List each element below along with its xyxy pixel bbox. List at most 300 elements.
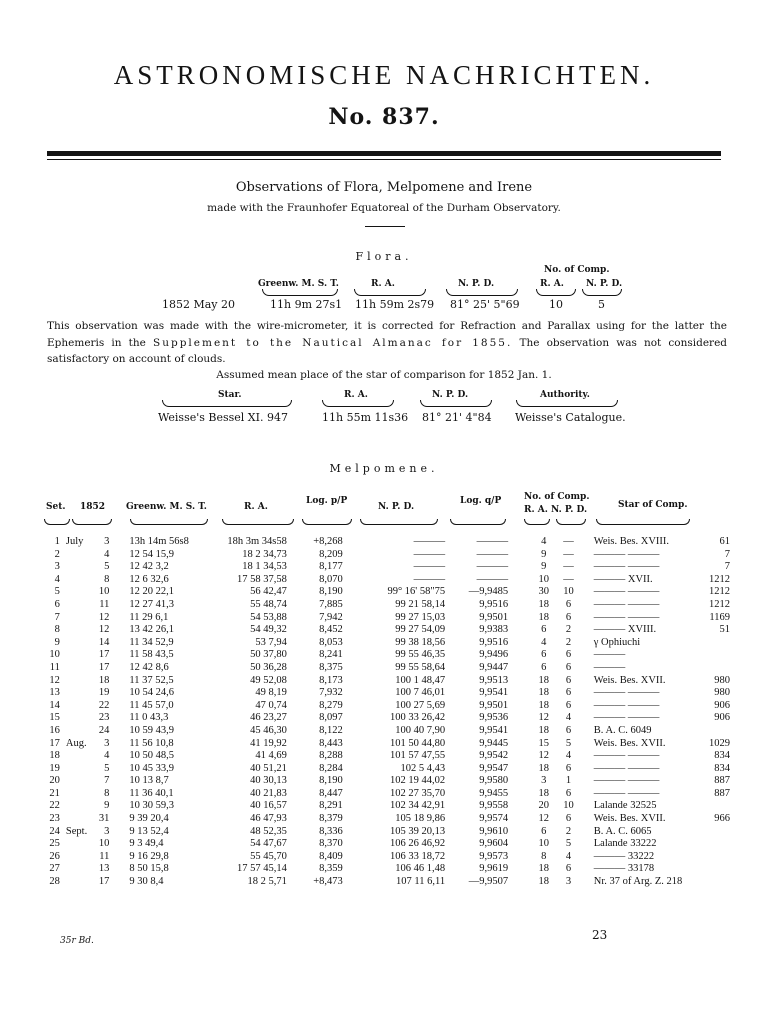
row-comp-ra: 6 [541,624,547,636]
row-log-q: 9,9501 [479,699,509,711]
row-ra: 17 57 45,14 [236,863,287,875]
row-log-q: 9,9580 [479,775,509,787]
table-row [40,712,730,725]
issue-number: No. 837. [328,104,440,130]
row-ra: 18 2 34,73 [242,548,287,560]
row-day: 5 [104,561,110,573]
row-comp-ra: 18 [538,876,549,888]
table-row [40,788,730,801]
row-ra: 55 48,74 [250,598,287,610]
row-set: 3 [54,561,60,573]
row-log-q: 9,9574 [479,813,509,825]
row-month [66,687,96,700]
row-star-number: 1029 [709,737,730,749]
row-comp-npd: 6 [565,674,572,686]
row-star-number [700,637,730,650]
row-log-p: 8,284 [319,762,343,774]
row-ra: 47 0,74 [255,699,287,711]
row-day: 13 [98,863,110,875]
row-comp-npd: 5 [565,838,572,850]
row-comp-npd: 4 [565,750,572,762]
flora-obs-npd: 81° 25' 5"69 [450,298,520,311]
row-star-number: 1212 [709,598,730,610]
row-star-number: 1212 [709,573,730,585]
row-ra: 55 45,70 [250,850,287,862]
row-log-q: ——— [476,548,509,560]
row-log-p: 8,336 [319,825,343,837]
row-greenw: 9 30 8,4 [129,876,164,888]
row-greenw: 13 42 26,1 [129,624,174,636]
flora-star-brace-authority [516,400,618,407]
title-divider [365,226,405,227]
flora-brace-ra [354,289,426,296]
row-comp-npd: 6 [565,813,572,825]
row-npd: 99 27 15,03 [395,611,446,623]
melp-header-greenw: Greenw. M. S. T. [126,502,207,512]
melp-brace-greenw [130,519,208,525]
row-log-p: 8,370 [319,838,343,850]
row-day: 17 [98,876,110,888]
row-npd: 102 19 44,02 [390,775,446,787]
row-log-q: 9,9516 [479,598,509,610]
masthead-rule-thin [47,159,721,160]
row-day: 17 [98,661,110,673]
row-log-q: ——— [476,561,509,573]
row-greenw: 12 6 32,6 [129,573,169,585]
row-comp-ra: 4 [541,536,547,547]
row-ra: 56 42,47 [250,586,287,598]
row-star: B. A. C. 6065 [593,825,652,837]
row-star-number [700,662,730,675]
row-comp-ra: 20 [538,800,549,812]
melpomene-table-body [40,536,730,889]
row-set: 23 [49,813,60,825]
flora-star-npd: 81° 21' 4"84 [422,411,492,424]
row-set: 6 [54,598,60,610]
row-set: 25 [49,838,60,850]
row-npd: 102 5 4,43 [400,762,446,774]
row-day: 3 [104,536,110,547]
row-npd: 100 40 7,90 [395,724,446,736]
row-log-q: 9,9541 [479,724,509,736]
row-comp-ra: 30 [538,586,549,598]
row-comp-npd: 4 [565,850,572,862]
row-set: 10 [49,649,60,661]
row-star: ——— ——— [593,586,660,598]
row-npd: 105 18 9,86 [395,813,446,825]
row-comp-npd: 2 [565,624,572,636]
row-log-q: 9,9536 [479,712,509,724]
row-log-q: 9,9541 [479,687,509,699]
row-comp-npd: — [563,573,574,585]
row-ra: 18 1 34,53 [242,561,287,573]
row-npd: 100 7 46,01 [395,687,446,699]
row-comp-ra: 6 [541,649,547,661]
flora-brace-greenw [262,289,338,296]
row-star: ——— ——— [593,762,660,774]
flora-note [47,318,727,368]
flora-brace-npd [446,289,518,296]
row-log-q: ——— [476,573,509,585]
row-star: B. A. C. 6049 [593,724,652,736]
row-comp-npd: 6 [565,863,572,875]
flora-header-ra: R. A. [371,279,395,289]
melp-brace-ra [222,519,294,525]
melp-brace-star [596,519,690,525]
flora-obs-ra: 11h 59m 2s79 [355,298,435,311]
row-greenw: 12 20 22,1 [129,586,174,598]
flora-brace-comp-ra [536,289,576,296]
table-row [40,612,730,625]
flora-star-header-npd: N. P. D. [432,390,469,400]
table-row [40,586,730,599]
row-log-p: 8,409 [319,850,343,862]
table-row [40,549,730,562]
row-log-q: 9,9542 [479,750,509,762]
row-ra: 17 58 37,58 [236,573,287,585]
flora-star-header-star: Star. [218,390,242,400]
table-row [40,687,730,700]
row-comp-ra: 6 [541,825,547,837]
row-star-number: 966 [714,813,730,825]
row-comp-ra: 18 [538,863,549,875]
row-comp-npd: 6 [565,598,572,610]
flora-note-part2: The observation was not considered satisfactory on account of clouds. [47,336,728,365]
flora-note-ephemeris: Supplement to the Nautical Almanac for 1855. [153,336,513,349]
row-log-q: 9,9455 [479,787,509,799]
row-log-p: 8,359 [319,863,343,875]
row-ra: 50 36,28 [250,661,287,673]
row-comp-npd: 5 [565,737,572,749]
row-star: ——— ——— [593,687,660,699]
row-ra: 40 21,83 [250,787,287,799]
row-comp-npd: 6 [565,762,572,774]
article-subtitle: made with the Fraunhofer Equatoreal of the Durham Observatory. [207,202,561,214]
table-row [40,574,730,587]
row-set: 9 [54,636,60,648]
table-row [40,624,730,637]
table-row [40,700,730,713]
row-day: 12 [98,611,110,623]
table-row [40,876,730,889]
row-comp-ra: 12 [538,813,549,825]
row-set: 8 [54,624,60,636]
row-set: 12 [49,674,60,686]
row-npd: 106 26 46,92 [390,838,446,850]
row-day: 8 [104,573,110,585]
row-month [66,725,96,738]
row-set: 4 [54,573,60,585]
flora-star-brace-ra [322,400,394,407]
flora-star-brace-npd [420,400,492,407]
row-comp-npd: 1 [565,775,572,787]
row-comp-npd: 10 [563,586,574,598]
journal-title: ASTRONOMISCHE NACHRICHTEN. [113,60,655,90]
row-comp-npd: 6 [565,787,572,799]
row-day: 19 [98,687,110,699]
row-ra: 54 49,32 [250,624,287,636]
row-day: 12 [98,624,110,636]
row-log-q: ——— [476,536,509,547]
row-log-p: 8,288 [319,750,343,762]
row-npd: 99 21 58,14 [395,598,446,610]
row-log-q: 9,9501 [479,611,509,623]
row-set: 26 [49,850,60,862]
row-log-q: 9,9516 [479,636,509,648]
row-day: 18 [98,674,110,686]
flora-note-part1: This observation was made with the wire-micrometer, it is corrected for Refraction and Parallax using for the latter the Ephemeris in the [47,320,727,349]
row-star-number: 7 [724,561,730,573]
row-star: ——— ——— [593,775,660,787]
row-log-q: 9,9558 [479,800,509,812]
row-greenw: 11 58 43,5 [129,649,174,661]
volume-label: 35r Bd. [60,936,94,946]
row-log-p: 8,375 [319,661,343,673]
row-day: 11 [99,850,110,862]
row-star: Weis. Bes. XVII. [593,674,666,686]
row-log-p: 8,241 [319,649,343,661]
row-star-number: 1169 [709,611,730,623]
flora-assumed-place: Assumed mean place of the star of comparison for 1852 Jan. 1. [216,369,552,381]
row-npd: 102 27 35,70 [390,787,446,799]
article-title: Observations of Flora, Melpomene and Irene [235,180,533,195]
row-month [66,876,96,889]
row-month [66,800,96,813]
row-npd: 99 55 58,64 [395,661,446,673]
row-log-p: +8,473 [313,876,343,888]
row-day: 23 [98,712,110,724]
table-row [40,536,730,549]
row-log-q: —9,9507 [468,876,509,888]
row-star-number: 887 [714,775,730,787]
row-greenw: 10 50 48,5 [129,750,174,762]
table-row [40,649,730,662]
row-day: 5 [104,762,110,774]
row-set: 11 [49,661,60,673]
flora-header-comp-ra: R. A. [540,279,564,289]
row-star-number: 887 [714,787,730,799]
flora-header-comp-npd: N. P. D. [586,279,623,289]
melp-header-log-p: Log. p/P [306,496,348,506]
row-comp-npd: 3 [565,876,572,888]
row-month [66,624,96,637]
melp-brace-set [44,519,70,525]
row-npd: 99 38 18,56 [395,636,446,648]
row-ra: 41 19,92 [250,737,287,749]
row-comp-npd: — [563,561,574,573]
row-star: ——— ——— [593,611,660,623]
row-greenw: 12 42 3,2 [129,561,169,573]
table-row [40,662,730,675]
melp-header-set: Set. [46,502,66,512]
flora-star-header-ra: R. A. [344,390,368,400]
row-month [66,675,96,688]
row-log-p: 8,173 [319,674,343,686]
row-month [66,586,96,599]
row-ra: 46 47,93 [250,813,287,825]
table-row [40,826,730,839]
row-greenw: 9 3 49,4 [129,838,164,850]
row-set: 28 [49,876,60,888]
melp-brace-comp-npd [556,519,586,525]
row-set: 5 [54,586,60,598]
row-ra: 54 47,67 [250,838,287,850]
row-ra: 54 53,88 [250,611,287,623]
row-log-p: 8,190 [319,775,343,787]
row-ra: 18 2 5,71 [247,876,287,888]
row-greenw: 10 54 24,6 [129,687,174,699]
row-star-number: 51 [719,624,730,636]
row-greenw: 9 39 20,4 [129,813,169,825]
row-comp-ra: 18 [538,762,549,774]
row-comp-npd: 6 [565,649,572,661]
row-set: 20 [49,775,60,787]
row-comp-ra: 18 [538,787,549,799]
row-log-q: 9,9445 [479,737,509,749]
row-comp-ra: 10 [538,838,549,850]
row-greenw: 11 37 52,5 [129,674,174,686]
row-set: 17 [49,737,60,749]
row-comp-npd: 10 [563,800,574,812]
row-comp-npd: 6 [565,687,572,699]
row-log-q: 9,9610 [479,825,509,837]
row-comp-ra: 18 [538,687,549,699]
row-greenw: 12 27 41,3 [129,598,174,610]
row-day: 4 [104,750,110,762]
row-month [66,863,96,876]
row-npd: 101 50 44,80 [390,737,446,749]
row-day: 11 [99,598,110,610]
page-number: 23 [592,928,608,942]
row-greenw: 8 50 15,8 [129,863,169,875]
table-row [40,851,730,864]
row-comp-npd: — [563,536,574,547]
row-star-number: 980 [714,674,730,686]
row-npd: 99° 16' 58"75 [387,586,446,598]
row-comp-npd: 4 [565,712,572,724]
row-set: 18 [49,750,60,762]
row-ra: 48 52,35 [250,825,287,837]
row-comp-ra: 18 [538,674,549,686]
row-star-number [700,649,730,662]
row-log-p: 7,885 [319,598,343,610]
flora-star-header-authority: Authority. [540,390,590,400]
row-month [66,775,96,788]
row-log-p: 8,097 [319,712,343,724]
row-star: ——— XVIII. [593,624,657,636]
row-comp-npd: 2 [565,636,572,648]
row-star-number [700,826,730,839]
row-month [66,700,96,713]
row-npd: ——— [413,536,446,547]
flora-obs-comp-npd: 5 [598,298,605,311]
row-log-p: +8,268 [313,536,343,547]
row-comp-ra: 18 [538,598,549,610]
row-star-number: 834 [714,762,730,774]
row-greenw: 10 13 8,7 [129,775,169,787]
row-star: Lalande 32525 [593,800,657,812]
row-day: 4 [104,548,110,560]
row-log-p: 8,190 [319,586,343,598]
row-day: 3 [104,737,110,749]
row-log-p: 8,452 [319,624,343,636]
row-npd: 105 39 20,13 [390,825,446,837]
row-star: ——— XVII. [593,573,653,585]
section-title-melpomene: Melpomene. [329,462,439,475]
row-set: 27 [49,863,60,875]
melp-header-star-of-comp: Star of Comp. [618,500,688,510]
row-month [66,750,96,763]
row-month: Sept. [65,825,88,837]
row-day: 9 [104,800,110,812]
table-row [40,637,730,650]
melpomene-observations-table [40,536,730,889]
table-row [40,863,730,876]
row-day: 7 [104,775,110,787]
row-star-number: 61 [719,536,730,547]
flora-obs-greenw: 11h 9m 27s1 [270,298,343,311]
row-log-q: 9,9513 [479,674,509,686]
row-log-p: 8,443 [319,737,343,749]
row-set: 24 [49,825,60,837]
section-title-flora: Flora. [355,250,413,263]
table-row [40,750,730,763]
row-star: Lalande 33222 [593,838,657,850]
row-comp-ra: 6 [541,661,547,673]
row-month: July [65,536,84,547]
row-comp-ra: 15 [538,737,549,749]
melp-brace-comp-ra [524,519,550,525]
row-ra: 18h 3m 34s58 [227,536,287,547]
table-row [40,725,730,738]
row-star-number: 7 [724,548,730,560]
table-row [40,813,730,826]
row-greenw: 13h 14m 56s8 [129,536,189,547]
row-greenw: 9 13 52,4 [129,825,169,837]
row-log-q: 9,9604 [479,838,509,850]
row-log-p: 7,932 [319,687,343,699]
row-star-number: 834 [714,750,730,762]
row-month [66,838,96,851]
row-month [66,549,96,562]
row-log-q: 9,9547 [479,762,509,774]
row-month [66,561,96,574]
row-month [66,599,96,612]
row-month [66,763,96,776]
row-set: 16 [49,724,60,736]
row-log-p: 8,209 [319,548,343,560]
row-month: Aug. [65,737,87,749]
row-npd: 106 46 1,48 [395,863,446,875]
row-day: 8 [104,787,110,799]
row-npd: 107 11 6,11 [396,876,446,888]
row-day: 17 [98,649,110,661]
row-star: Weis. Bes. XVIII. [593,536,670,547]
flora-brace-comp-npd [582,289,622,296]
row-npd: 100 1 48,47 [395,674,446,686]
table-row [40,800,730,813]
melp-header-npd: N. P. D. [378,502,415,512]
row-star: ——— ——— [593,548,660,560]
row-npd: 100 27 5,69 [395,699,446,711]
row-npd: ——— [413,548,446,560]
row-log-q: 9,9573 [479,850,509,862]
table-row [40,599,730,612]
row-greenw: 11 36 40,1 [129,787,174,799]
row-star-number: 980 [714,687,730,699]
row-star: Nr. 37 of Arg. Z. 218 [593,876,683,888]
row-day: 10 [98,838,110,850]
